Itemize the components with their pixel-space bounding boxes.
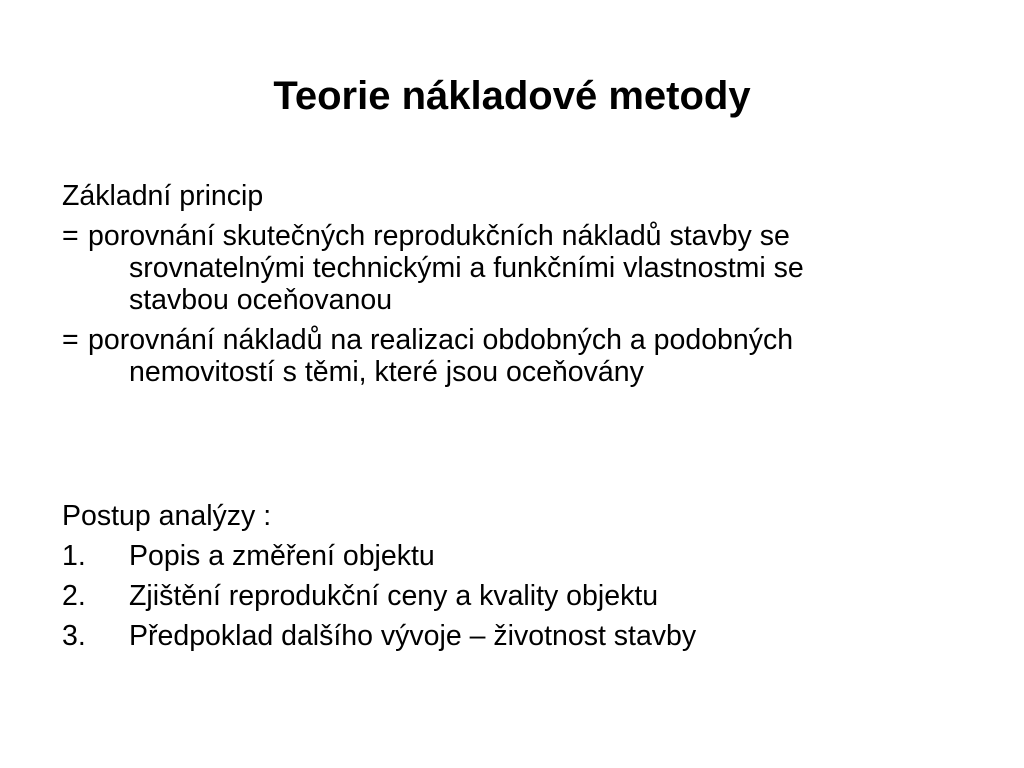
principle-item-text-wrap [88, 220, 909, 316]
procedure-step [62, 580, 962, 612]
principle-item-marker: = [62, 220, 79, 252]
principle-item-text-wrap [88, 324, 909, 388]
principle-item-marker: = [62, 324, 79, 356]
section-heading-principle: Základní princip [62, 180, 264, 212]
slide-title: Teorie nákladové metody [273, 74, 751, 118]
procedure-step-number: 2. [62, 580, 86, 612]
section-heading-procedure: Postup analýzy : [62, 500, 272, 532]
procedure-step-text: Předpoklad dalšího vývoje – životnost stavby [129, 620, 697, 652]
procedure-step-number: 3. [62, 620, 86, 652]
principle-item-text: porovnání nákladů na realizaci obdobných a podobných nemovitostí s těmi, které jsou oceňovány [88, 324, 794, 388]
procedure-step-text: Popis a změření objektu [129, 540, 435, 572]
principle-item [62, 324, 962, 388]
procedure-step [62, 620, 962, 652]
slide-body [62, 180, 962, 660]
procedure-step-text: Zjištění reprodukční ceny a kvality objektu [129, 580, 659, 612]
procedure-step [62, 540, 962, 572]
procedure-step-number: 1. [62, 540, 86, 572]
principle-item [62, 220, 962, 316]
principle-item-text: porovnání skutečných reprodukčních nákladů stavby se srovnatelnými technickými a funkčními vlastnostmi se stavbou oceňovanou [88, 220, 804, 316]
spacer [62, 396, 962, 500]
